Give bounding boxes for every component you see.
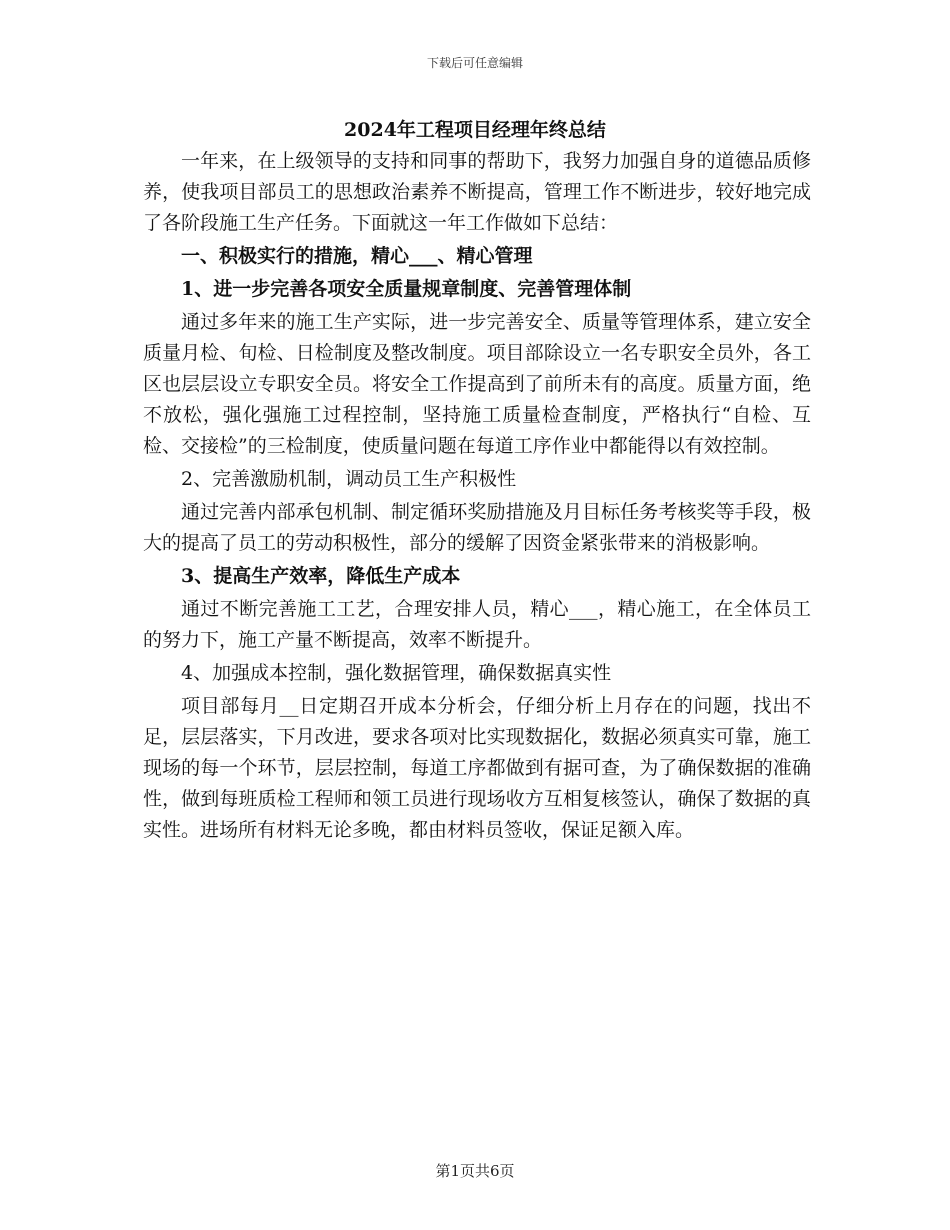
document-title: 2024年工程项目经理年终总结 (344, 119, 606, 141)
page-header-note: 下载后可任意编辑 (426, 56, 523, 70)
sub2-paragraph: 通过完善内部承包机制、制定循环奖励措施及月目标任务考核奖等手段，极大的提高了员工的劳动积极性，部分的缓解了因资金紧张带来的消极影响。 (143, 501, 811, 554)
sub4-paragraph: 项目部每月__日定期召开成本分析会，仔细分析上月存在的问题，找出不足，层层落实，下月改进，要求各项对比实现数据化，数据必须真实可靠，施工现场的每一个环节，层层控制，每道工序都做到有据可查，为了确保数据的准确性，做到每班质检工程师和领工员进行现场收方互相复核签认，确保了数据的真实性。进场所有材料无论多晚，都由材料员签收，保证足额入库。 (143, 695, 811, 841)
intro-paragraph: 一年来，在上级领导的支持和同事的帮助下，我努力加强自身的道德品质修养，使我项目部员工的思想政治素养不断提高，管理工作不断进步，较好地完成了各阶段施工生产任务。下面就这一年工作做如下总结： (143, 150, 811, 234)
sub1-heading: 1、进一步完善各项安全质量规章制度、完善管理体制 (181, 278, 632, 300)
section1-heading: 一、积极实行的措施，精心___、精心管理 (181, 245, 533, 267)
page-number: 第1页共6页 (435, 1162, 515, 1180)
sub3-heading: 3、提高生产效率，降低生产成本 (181, 565, 461, 587)
sub4-heading: 4、加强成本控制，强化数据管理，确保数据真实性 (181, 662, 612, 684)
sub1-paragraph: 通过多年来的施工生产实际，进一步完善安全、质量等管理体系，建立安全质量月检、旬检、日检制度及整改制度。项目部除设立一名专职安全员外，各工区也层层设立专职安全员。将安全工作提高到了前所未有的高度。质量方面，绝不放松，强化强施工过程控制，坚持施工质量检查制度，严格执行“自检、互检、交接检”的三检制度，使质量问题在每道工序作业中都能得以有效控制。 (143, 311, 811, 457)
sub2-heading: 2、完善激励机制，调动员工生产积极性 (181, 468, 517, 490)
document-body (143, 146, 811, 846)
sub3-paragraph: 通过不断完善施工工艺，合理安排人员，精心___，精心施工，在全体员工的努力下，施工产量不断提高，效率不断提升。 (143, 598, 811, 651)
